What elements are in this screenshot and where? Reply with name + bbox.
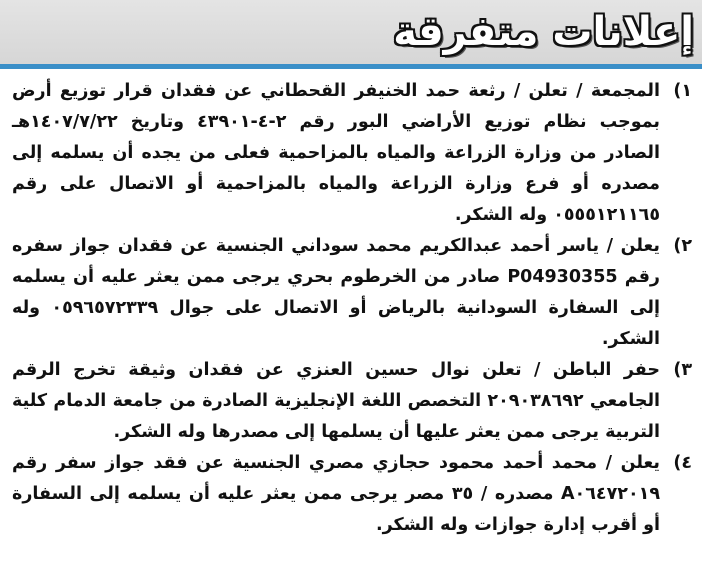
ad-item-4 [12,448,692,541]
ad-number: ١) [673,81,692,101]
ad-text: حفر الباطن / تعلن نوال حسين العنزي عن فقدان وثيقة تخرج الرقم الجامعي ٢٠٩٠٣٨٦٩٢ التخصص اللغة الإنجليزية الصادرة من جامعة الدمام كلية التربية يرجى ممن يعثر عليها أن يسلمها إلى مصدرها وله الشكر. [12,360,661,442]
ads-list [12,76,692,541]
ad-number: ٤) [673,453,692,473]
section-banner [0,0,702,64]
ad-item-1 [12,76,692,231]
ad-number: ٣) [673,360,692,380]
ad-text: يعلن / ياسر أحمد عبدالكريم محمد سوداني الجنسية عن فقدان جواز سفره رقم P04930355 صادر من الخرطوم بحري يرجى ممن يعثر عليه أن يسلمه إلى السفارة السودانية بالرياض أو الاتصال على جوال ٠٥٩٦٥٧٢٣٣٩ وله الشكر. [12,236,660,349]
ad-text: المجمعة / تعلن / رثعة حمد الخنيفر القحطاني عن فقدان قرار توزيع أرض بموجب نظام توزيع الأراضي البور رقم ٢-٤-٤٣٩٠١ وتاريخ ١٤٠٧/٧/٢٢هـ الصادر من وزارة الزراعة والمياه بالمزاحمية فعلى من يجده أن يسلمه إلى مصدره أو فرع وزارة الزراعة والمياه بالمزاحمية أو الاتصال على رقم ٠٥٥٥١٢١١٦٥ وله الشكر. [12,81,661,225]
ad-text: يعلن / محمد أحمد محمود حجازي مصري الجنسية عن فقد جواز سفر رقم A٠٦٤٧٢٠١٩ مصدره / ٣٥ مصر يرجى ممن يعثر عليه أن يسلمه إلى السفارة أو أقرب إدارة جوازات وله الشكر. [12,453,661,535]
ad-number: ٢) [673,236,692,256]
section-title: إعلانات متفرقة [393,9,694,55]
banner-divider [0,64,702,69]
ad-item-3 [12,355,692,448]
ad-item-2 [12,231,692,355]
